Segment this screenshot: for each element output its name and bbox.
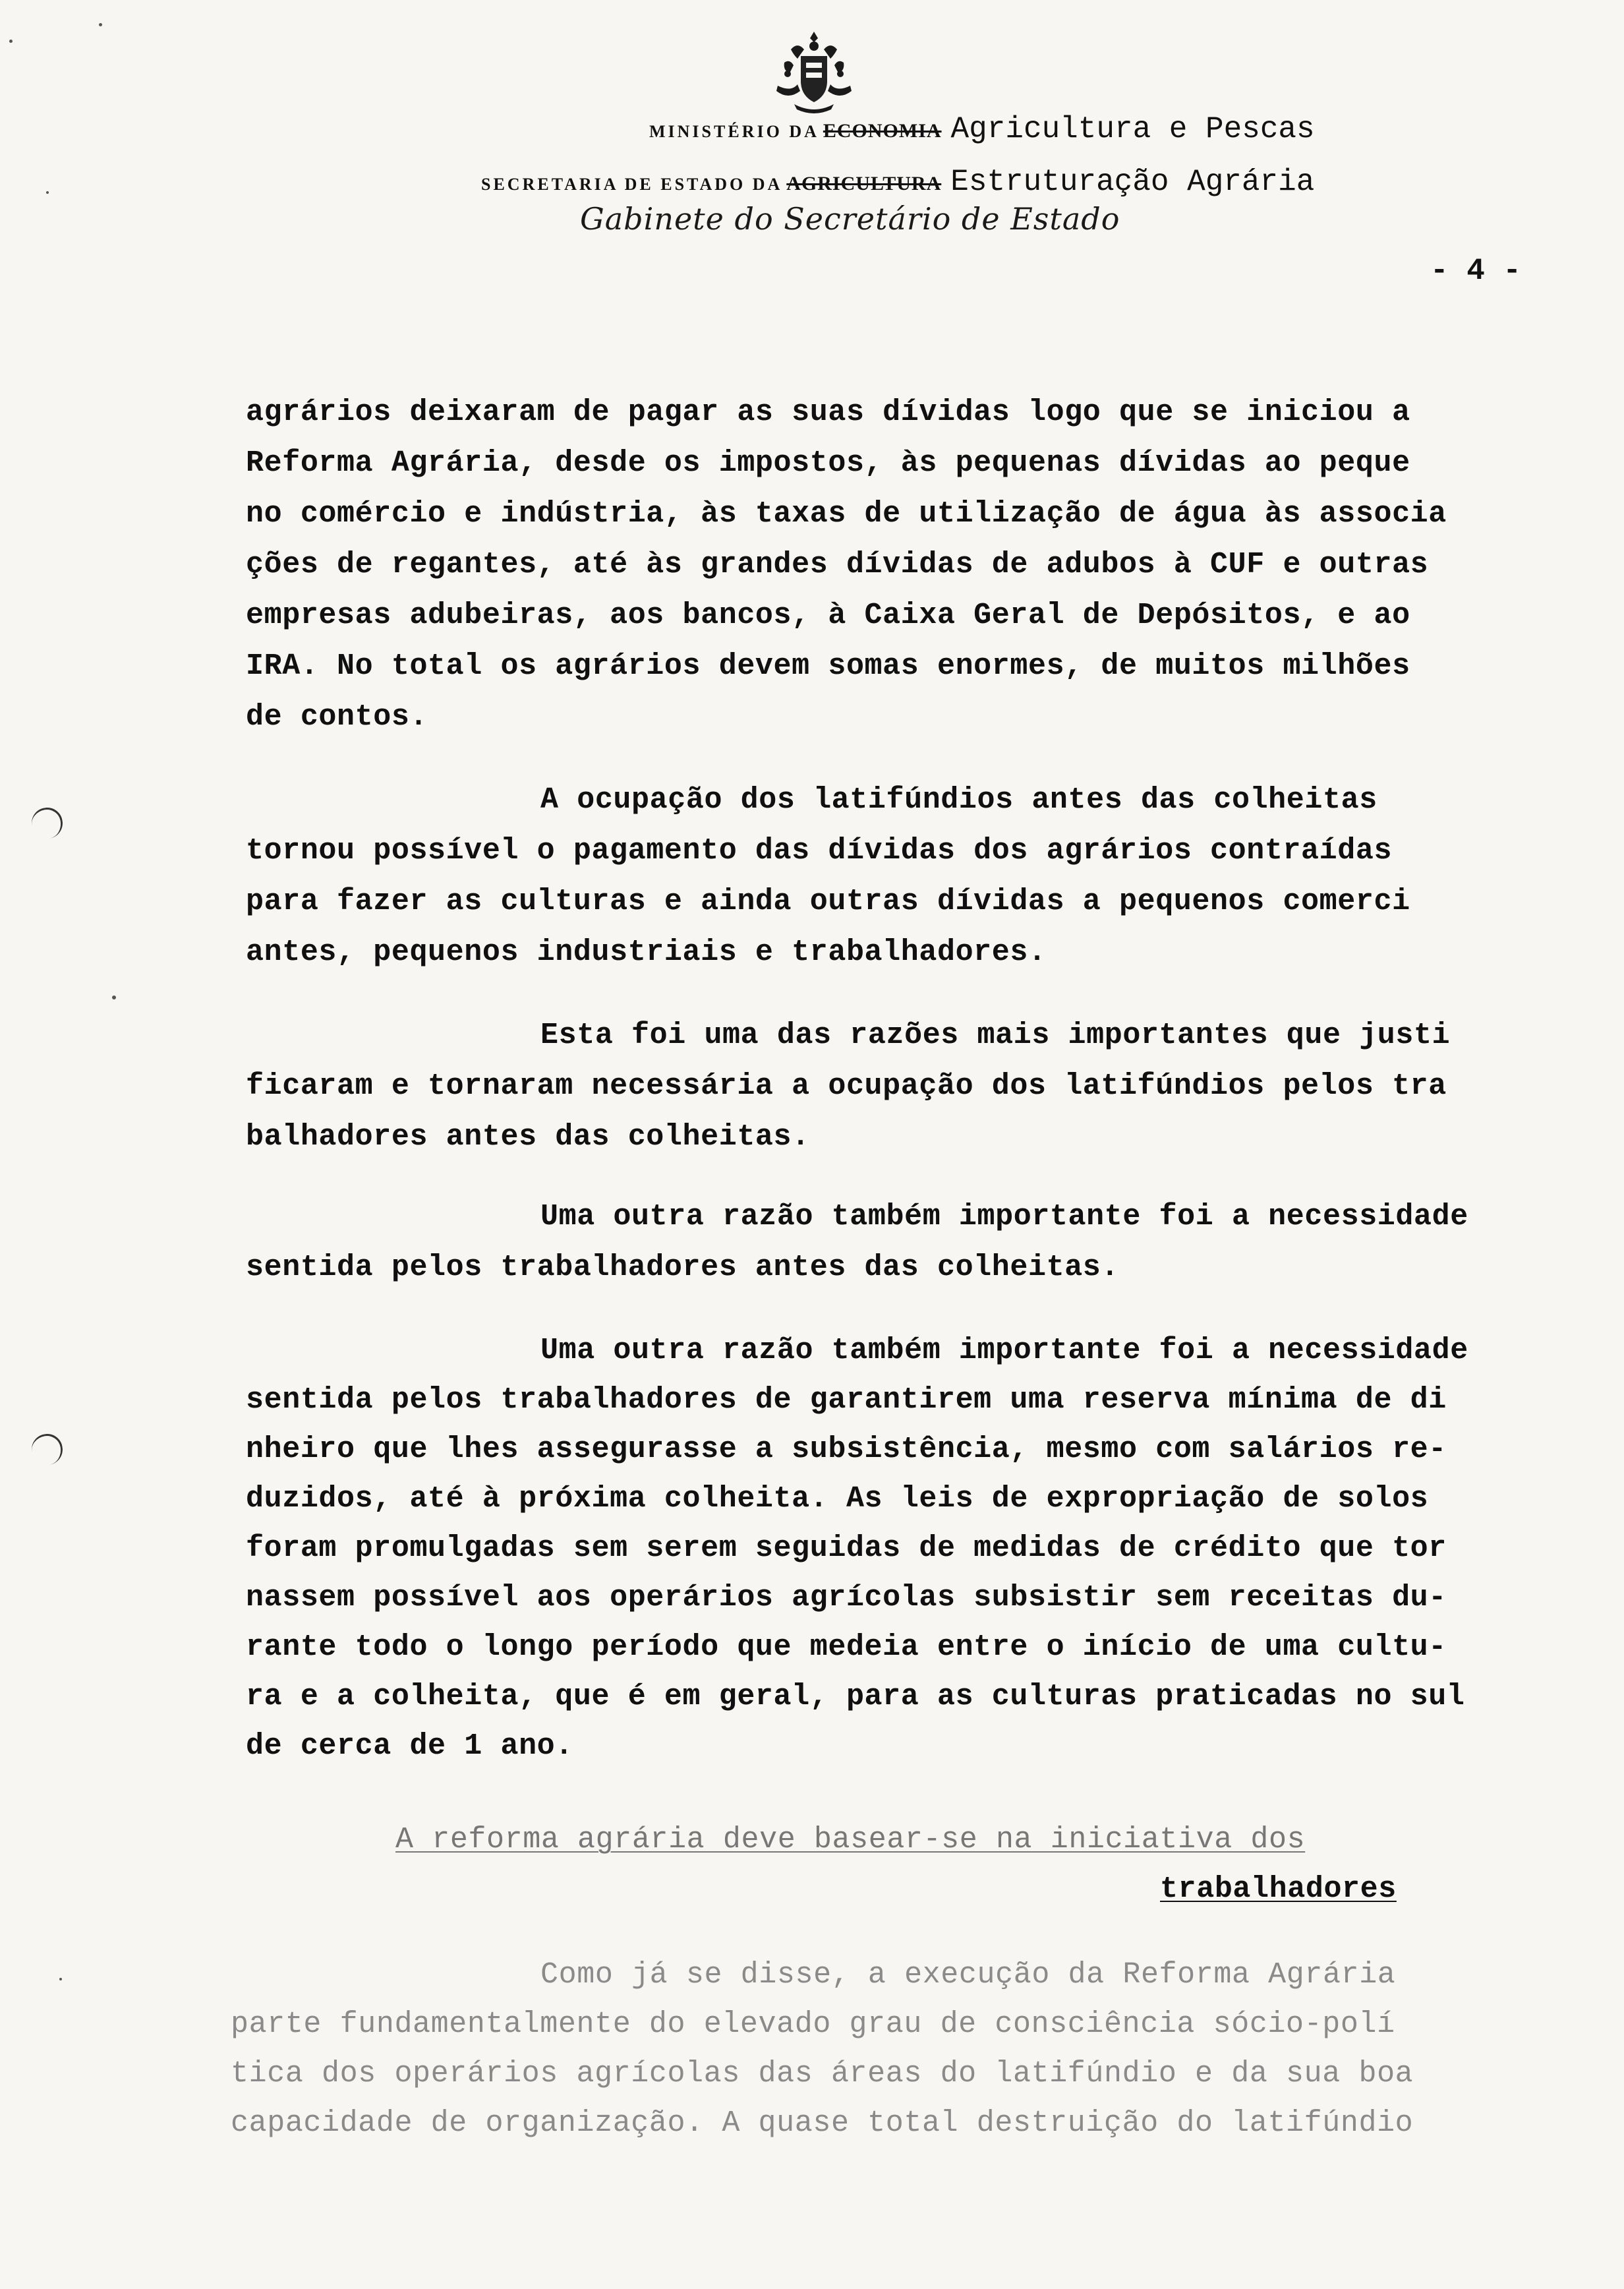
coat-of-arms-icon xyxy=(765,26,863,119)
text-line: nassem possível aos operários agrícolas subsistir sem receitas du- xyxy=(246,1581,1447,1615)
text-line: Como já se disse, a execução da Reforma Agrária xyxy=(540,1958,1396,1992)
scan-speck xyxy=(46,191,49,194)
text-line: ções de regantes, até às grandes dívidas de adubos à CUF e outras xyxy=(246,548,1429,581)
scan-speck xyxy=(59,1978,62,1980)
text-line: A ocupação dos latifúndios antes das colheitas xyxy=(540,783,1378,817)
text-line: ficaram e tornaram necessária a ocupação dos latifúndios pelos tra xyxy=(246,1069,1447,1103)
text-line: nheiro que lhes assegurasse a subsistência, mesmo com salários re- xyxy=(246,1433,1447,1466)
text-line: foram promulgadas sem serem seguidas de medidas de crédito que tor xyxy=(246,1531,1447,1565)
text-line: sentida pelos trabalhadores de garantirem uma reserva mínima de di xyxy=(246,1383,1447,1417)
scan-speck xyxy=(99,23,102,26)
section-heading-line-1: A reforma agrária deve basear-se na iniciativa dos xyxy=(395,1823,1306,1857)
text-line: para fazer as culturas e ainda outras dívidas a pequenos comerci xyxy=(246,885,1410,918)
text-line: Esta foi uma das razões mais importantes que justi xyxy=(540,1019,1451,1052)
text-line: Uma outra razão também importante foi a necessidade xyxy=(540,1334,1468,1367)
text-line: de cerca de 1 ano. xyxy=(246,1729,573,1763)
punch-hole-mark xyxy=(29,1431,65,1467)
text-line: tornou possível o pagamento das dívidas dos agrários contraídas xyxy=(246,834,1393,868)
text-line: sentida pelos trabalhadores antes das colheitas. xyxy=(246,1251,1120,1284)
text-line: no comércio e indústria, às taxas de utilização de água às associa xyxy=(246,497,1447,531)
text-line: ra e a colheita, que é em geral, para as culturas praticadas no sul xyxy=(246,1680,1465,1713)
ministry-prefix: MINISTÉRIO DA xyxy=(649,122,819,141)
ministry-header xyxy=(649,112,1315,146)
punch-hole-mark xyxy=(29,805,65,841)
secretariat-name: Estruturação Agrária xyxy=(950,165,1315,199)
text-line: balhadores antes das colheitas. xyxy=(246,1120,810,1154)
secretariat-prefix: SECRETARIA DE ESTADO DA xyxy=(481,175,783,194)
text-line: tica dos operários agrícolas das áreas do latifúndio e da sua boa xyxy=(231,2057,1414,2091)
text-line: antes, pequenos industriais e trabalhadores. xyxy=(246,936,1047,969)
secretariat-struck-text: AGRICULTURA xyxy=(786,173,942,194)
secretariat-header xyxy=(481,165,1314,199)
page-number: - 4 - xyxy=(1430,254,1522,288)
text-line: parte fundamentalmente do elevado grau de consciência sócio-polí xyxy=(231,2007,1395,2041)
text-line: IRA. No total os agrários devem somas enormes, de muitos milhões xyxy=(246,649,1410,683)
text-line: empresas adubeiras, aos bancos, à Caixa Geral de Depósitos, e ao xyxy=(246,599,1410,632)
text-line: de contos. xyxy=(246,700,428,734)
scan-speck xyxy=(9,40,13,43)
ministry-struck-text: ECONOMIA xyxy=(823,120,942,142)
text-line: capacidade de organização. A quase total destruição do latifúndio xyxy=(231,2106,1414,2140)
text-line: duzidos, até à próxima colheita. As leis de expropriação de solos xyxy=(246,1482,1429,1516)
text-line: agrários deixaram de pagar as suas dívidas logo que se iniciou a xyxy=(246,396,1410,429)
text-line: rante todo o longo período que medeia entre o início de uma cultu- xyxy=(246,1630,1447,1664)
office-name: Gabinete do Secretário de Estado xyxy=(580,201,1120,237)
ministry-name: Agricultura e Pescas xyxy=(950,112,1315,146)
section-heading-line-2: trabalhadores xyxy=(1160,1872,1397,1906)
scan-speck xyxy=(112,996,116,999)
text-line: Uma outra razão também importante foi a necessidade xyxy=(540,1200,1468,1234)
text-line: Reforma Agrária, desde os impostos, às pequenas dívidas ao peque xyxy=(246,446,1410,480)
